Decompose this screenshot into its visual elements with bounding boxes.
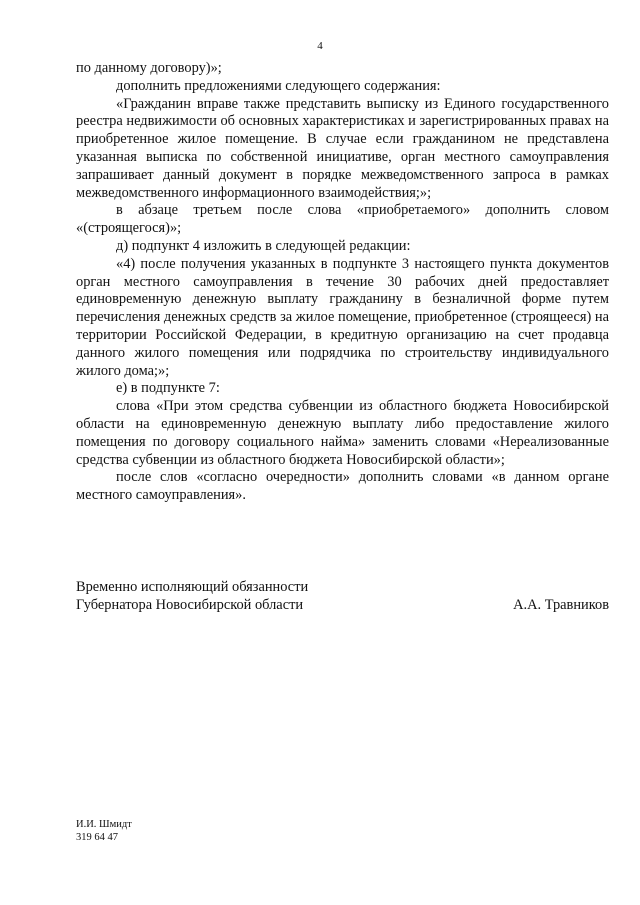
paragraph: в абзаце третьем после слова «приобретаемого» дополнить словом «(строящегося)»; bbox=[76, 202, 609, 237]
signatory-position-line2: Губернатора Новосибирской области bbox=[76, 596, 304, 613]
paragraph: д) подпункт 4 изложить в следующей редакции: bbox=[116, 237, 411, 254]
paragraph: е) в подпункте 7: bbox=[116, 380, 220, 397]
signatory-position-line1: Временно исполняющий обязанности bbox=[76, 579, 309, 595]
paragraph: дополнить предложениями следующего содержания: bbox=[116, 77, 441, 94]
document-body bbox=[76, 60, 609, 505]
paragraph: «Гражданин вправе также представить выписку из Единого государственного реестра недвижимости об основных характеристиках и зарегистрированных правах на приобретенное жилое помещение. В случае если гражданином не представлена указанная выписка по собственной инициативе, орган местного самоуправления запрашивает данный документ в порядке межведомственного запроса в рамках межведомственного информационного взаимодействия;»; bbox=[76, 95, 609, 201]
executor-name: И.И. Шмидт bbox=[76, 819, 132, 830]
paragraph: «4) после получения указанных в подпункте 3 настоящего пункта документов орган местного самоуправления в течение 30 рабочих дней предоставляет единовременную денежную выплату гражданину в безналичной форме путем перечисления денежных средств за жилое помещение, приобретенное (строящееся) на территории Российской Федерации, в кредитную организацию на счет продавца данного жилого помещения или подрядчика по строительству индивидуального жилого дома;»; bbox=[76, 255, 609, 379]
paragraph: после слов «согласно очередности» дополнить словами «в данном органе местного самоуправления». bbox=[76, 469, 609, 504]
paragraph: по данному договору)»; bbox=[76, 60, 222, 76]
executor-phone: 319 64 47 bbox=[76, 832, 118, 843]
paragraph: слова «При этом средства субвенции из областного бюджета Новосибирской области на единовременную денежную выплату либо предоставление жилого помещения по договору социального найма» заменить словами «Нереализованные средства субвенции из областного бюджета Новосибирской области»; bbox=[76, 398, 609, 468]
signatory-name: А.А. Травников bbox=[513, 596, 609, 613]
signature-row bbox=[76, 597, 609, 615]
signature-block bbox=[76, 579, 609, 615]
executor-info bbox=[76, 818, 132, 844]
page-number: 4 bbox=[317, 40, 323, 52]
